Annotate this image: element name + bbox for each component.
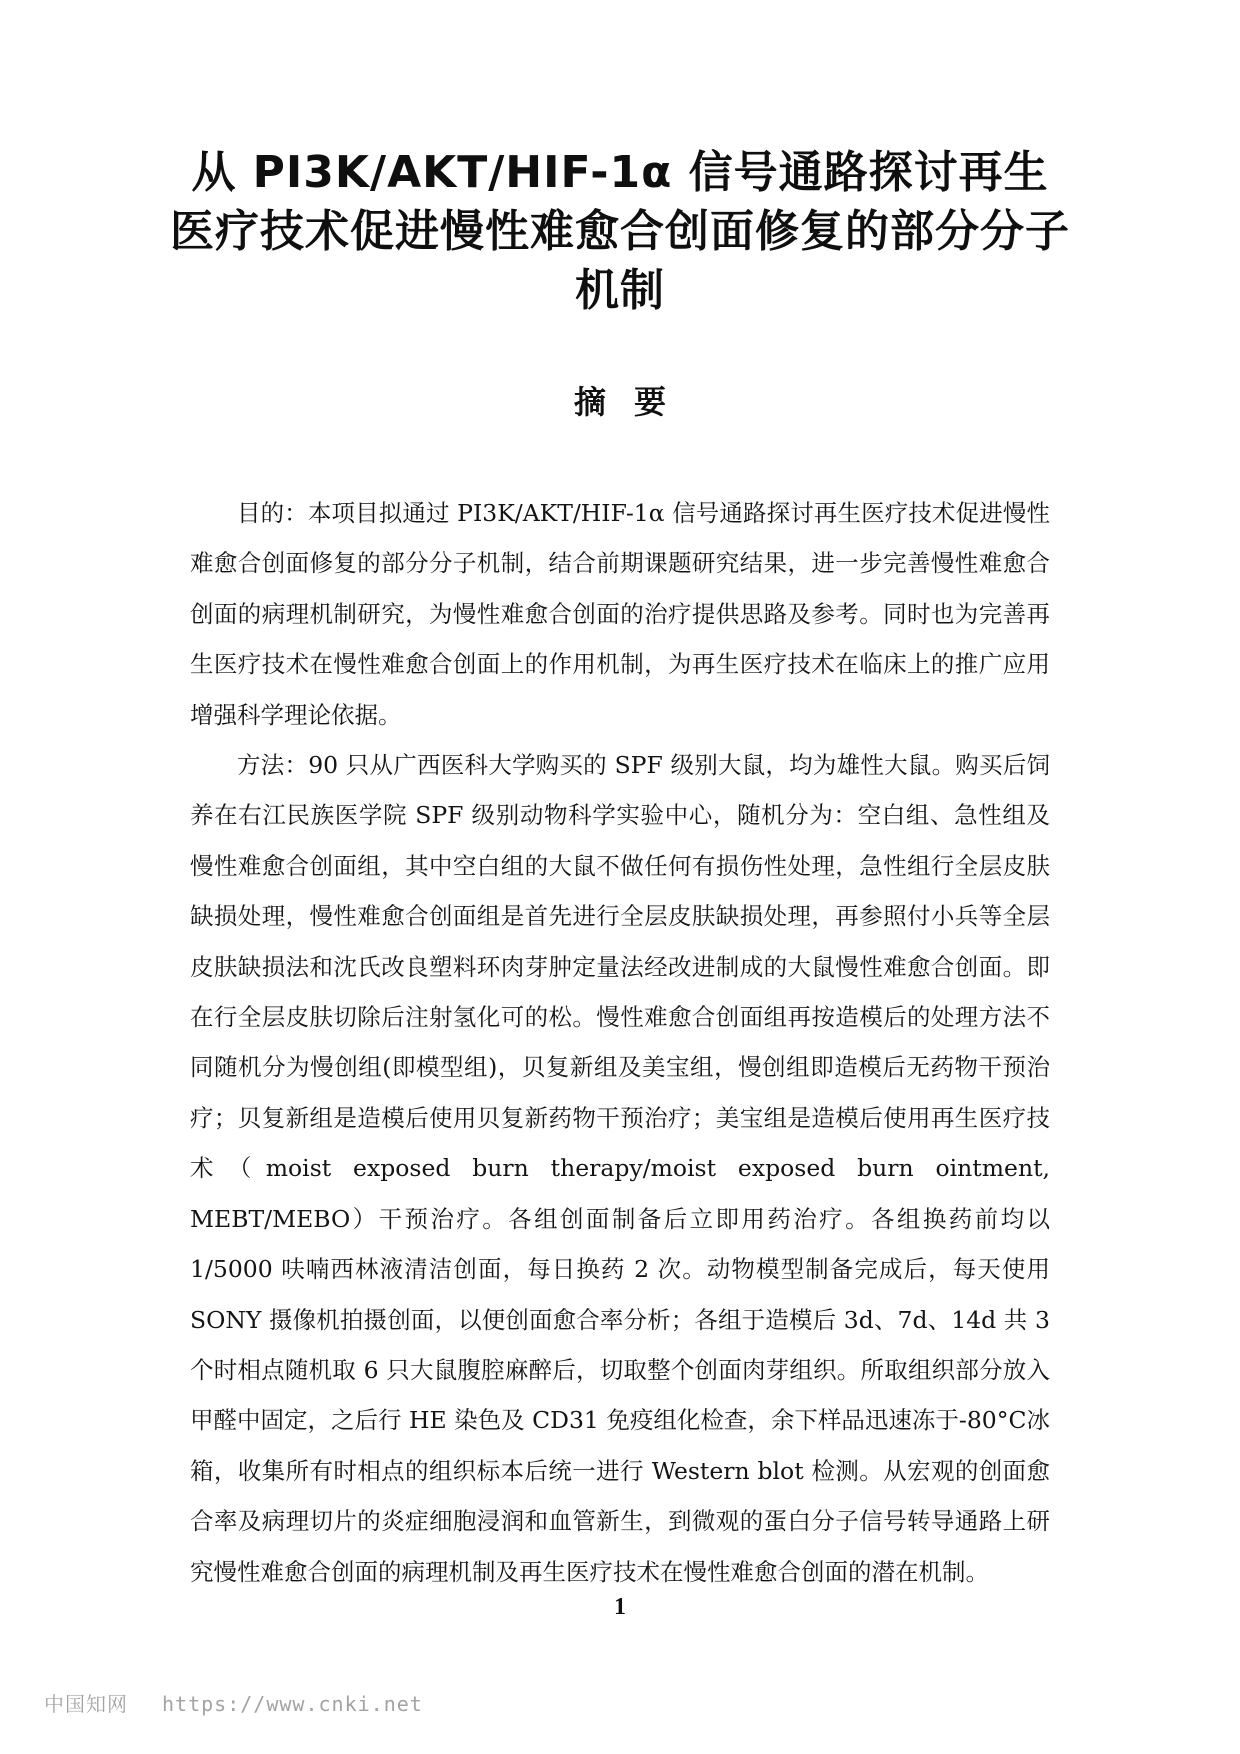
watermark-site-name: 中国知网	[44, 1692, 128, 1716]
abstract-paragraph-purpose: 目的：本项目拟通过 PI3K/AKT/HIF-1α 信号通路探讨再生医疗技术促进慢性难愈合创面修复的部分分子机制，结合前期课题研究结果，进一步完善慢性难愈合创面的病理机制研究，为慢性难愈合创面的治疗提供思路及参考。同时也为完善再生医疗技术在慢性难愈合创面上的作用机制，为再生医疗技术在临床上的推广应用增强科学理论依据。	[190, 499, 1050, 729]
abstract-paragraph-methods: 方法：90 只从广西医科大学购买的 SPF 级别大鼠，均为雄性大鼠。购买后饲养在右江民族医学院 SPF 级别动物科学实验中心，随机分为：空白组、急性组及慢性难愈合创面组，其中空白组的大鼠不做任何有损伤性处理，急性组行全层皮肤缺损处理，慢性难愈合创面组是首先进行全层皮肤缺损处理，再参照付小兵等全层皮肤缺损法和沈氏改良塑料环肉芽肿定量法经改进制成的大鼠慢性难愈合创面。即在行全层皮肤切除后注射氢化可的松。慢性难愈合创面组再按造模后的处理方法不同随机分为慢创组(即模型组)，贝复新组及美宝组，慢创组即造模后无药物干预治疗；贝复新组是造模后使用贝复新药物干预治疗；美宝组是造模后使用再生医疗技术（moist exposed burn therapy/moist exposed burn ointment, MEBT/MEBO）干预治疗。各组创面制备后立即用药治疗。各组换药前均以 1/5000 呋喃西林液清洁创面，每日换药 2 次。动物模型制备完成后，每天使用 SONY 摄像机拍摄创面，以便创面愈合率分析；各组于造模后 3d、7d、14d 共 3 个时相点随机取 6 只大鼠腹腔麻醉后，切取整个创面肉芽组织。所取组织部分放入甲醛中固定，之后行 HE 染色及 CD31 免疫组化检查，余下样品迅速冻于-80°C冰箱，收集所有时相点的组织标本后统一进行 Western blot 检测。从宏观的创面愈合率及病理切片的炎症细胞浸润和血管新生，到微观的蛋白分子信号转导通路上研究慢性难愈合创面的病理机制及再生医疗技术在慢性难愈合创面的潜在机制。	[190, 751, 1050, 1586]
paper-title: 从 PI3K/AKT/HIF-1α 信号通路探讨再生医疗技术促进慢性难愈合创面修复的部分分子机制	[170, 147, 1070, 316]
abstract-body	[190, 488, 1050, 1597]
abstract-heading: 摘要	[573, 383, 694, 421]
cnki-watermark	[44, 1692, 423, 1716]
watermark-url: https://www.cnki.net	[162, 1692, 423, 1716]
page-number: 1	[614, 1594, 626, 1620]
